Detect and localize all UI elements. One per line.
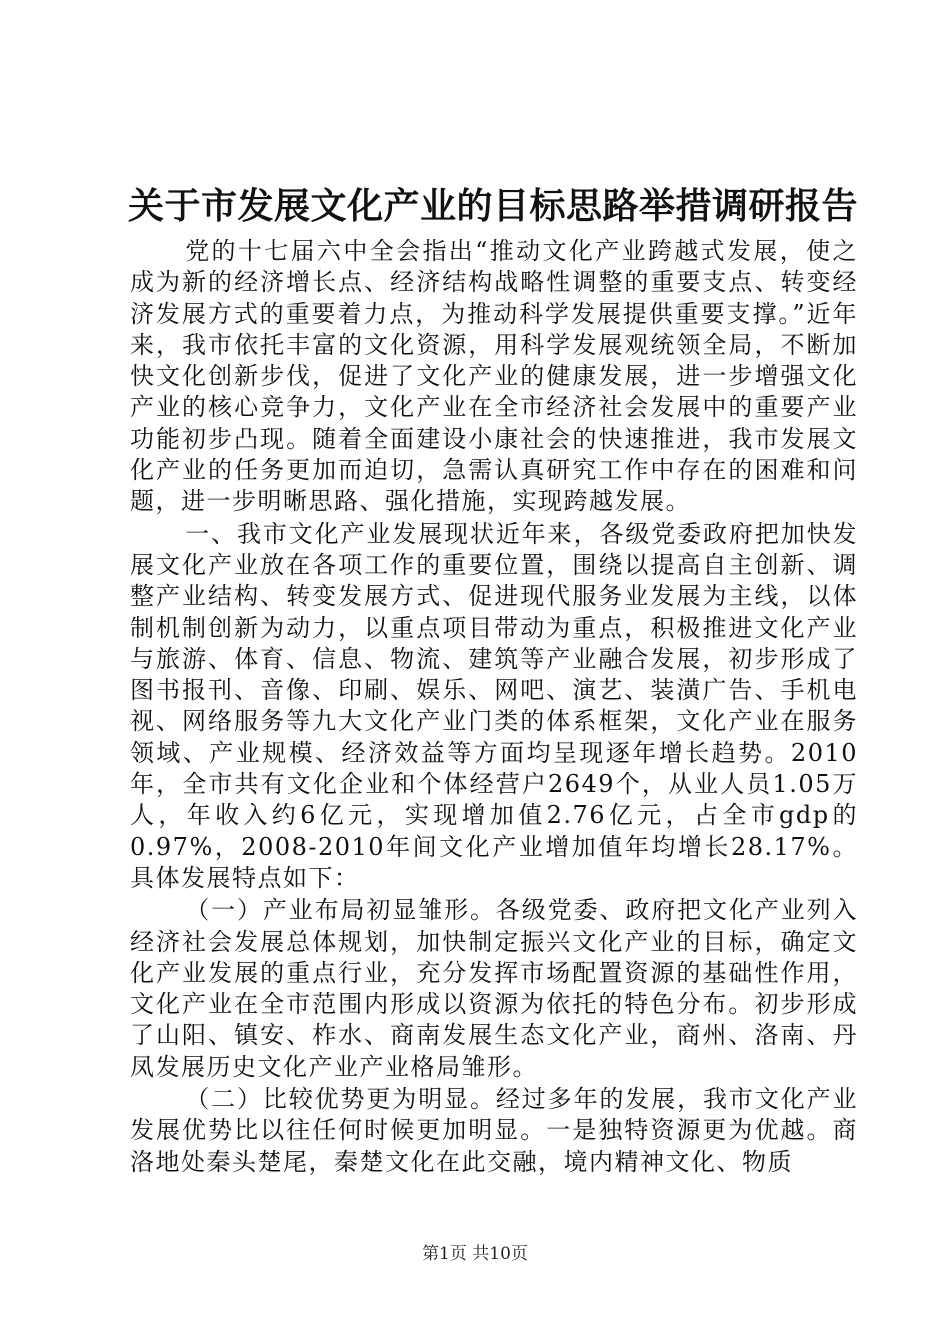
page-number-footer: 第1页 共10页 <box>422 1244 528 1264</box>
paragraph-section-1: 一、我市文化产业发展现状近年来，各级党委政府把加快发展文化产业放在各项工作的重要位置，围绕以提高自主创新、调整产业结构、转变发展方式、促进现代服务业发展为主线，以体制机制创新为动力，以重点项目带动为重点，积极推进文化产业与旅游、体育、信息、物流、建筑等产业融合发展，初步形成了图书报刊、音像、印刷、娱乐、网吧、演艺、装潢广告、手机电视、网络服务等九大文化产业门类的体系框架，文化产业在服务领域、产业规模、经济效益等方面均呈现逐年增长趋势。2010年，全市共有文化企业和个体经营户2649个，从业人员1.05万人，年收入约6亿元，实现增加值2.76亿元，占全市gdp的0.97%，2008-2010年间文化产业增加值年均增长28.17%。具体发展特点如下： <box>130 519 858 892</box>
document-title: 关于市发展文化产业的目标思路举措调研报告 <box>128 186 859 227</box>
paragraph-subsection-1: （一）产业布局初显雏形。各级党委、政府把文化产业列入经济社会发展总体规划，加快制定振兴文化产业的目标，确定文化产业发展的重点行业，充分发挥市场配置资源的基础性作用，文化产业在全市范围内形成以资源为依托的特色分布。初步形成了山阳、镇安、柞水、商南发展生态文化产业，商州、洛南、丹凤发展历史文化产业产业格局雏形。 <box>130 896 858 1081</box>
document-body <box>130 236 858 1178</box>
paragraph-subsection-2: （二）比较优势更为明显。经过多年的发展，我市文化产业发展优势比以往任何时候更加明显。一是独特资源更为优越。商洛地处秦头楚尾，秦楚文化在此交融，境内精神文化、物质 <box>130 1085 858 1176</box>
paragraph-intro: 党的十七届六中全会指出“推动文化产业跨越式发展，使之成为新的经济增长点、经济结构战略性调整的重要支点、转变经济发展方式的重要着力点，为推动科学发展提供重要支撑。”近年来，我市依托丰富的文化资源，用科学发展观统领全局，不断加快文化创新步伐，促进了文化产业的健康发展，进一步增强文化产业的核心竞争力，文化产业在全市经济社会发展中的重要产业功能初步凸现。随着全面建设小康社会的快速推进，我市发展文化产业的任务更加而迫切，急需认真研究工作中存在的困难和问题，进一步明晰思路、强化措施，实现跨越发展。 <box>130 237 858 516</box>
